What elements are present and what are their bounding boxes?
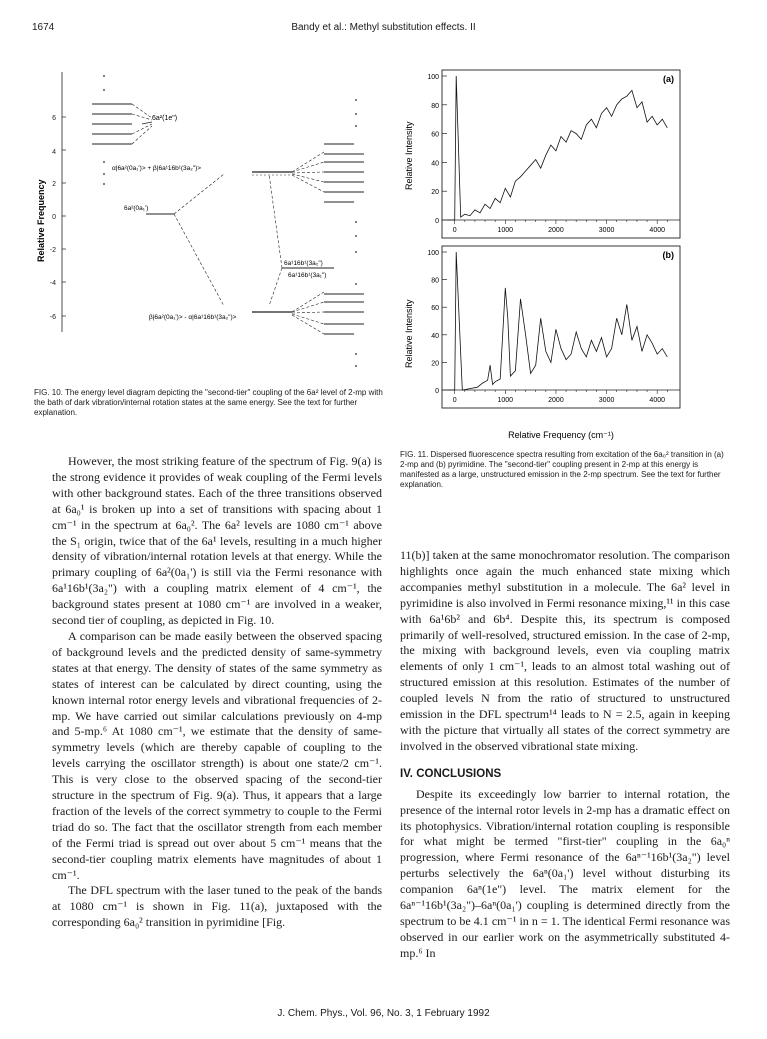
bath-levels-lower — [324, 294, 364, 334]
energy-level-diagram — [34, 62, 384, 382]
y-tick-label: 40 — [431, 332, 439, 340]
figure-10 — [34, 62, 384, 382]
state-label-lower-coupled: β|6a²(0a₁')> - α|6a¹16b¹(3a₂")> — [149, 314, 237, 321]
paragraph-continuation: 11(b)] taken at the same monochromator resolution. The comparison highlights once again the much enhanced state mixing which accompanies methyl substitution in a molecule. The 6a² level in pyrimidine is also involved in Fermi resonance mixing,¹¹ in this case with 6a¹6b² and 6b⁴. Despite this, its spectrum is composed primarily of well-resolved, structured emission. In the case of 2-mp, the mixing with background levels, even via coupling matrix elements of only 1 cm⁻¹, leads to an almost total washing out of structured emission at this resolution. Estimates of the number of coupled levels N from the ratio of structured to unstructured emission in the DFL spectrum¹⁴ leads to N = 2.5, again in keeping with the picture that virtually all states of the correct symmetry are involved in the observed vibrational state mixing. — [400, 548, 730, 753]
state-label-upper-coupled: α|6a²(0a₁')> + β|6a¹16b¹(3a₂")> — [112, 165, 202, 172]
panel-b — [427, 250, 680, 404]
dark-state-dots-left — [103, 75, 105, 185]
left-column — [52, 454, 382, 931]
right-column — [400, 548, 730, 962]
tick-label: -6 — [49, 314, 56, 321]
panel-b-ylabel: Relative Intensity — [404, 299, 414, 368]
tick-label: -2 — [49, 247, 56, 254]
x-tick-label: 1000 — [497, 227, 514, 234]
x-axis-label: Relative Frequency (cm⁻¹) — [508, 430, 614, 440]
panel-a-frame — [442, 70, 680, 238]
figure-11-caption: FIG. 11. Dispersed fluorescence spectra resulting from excitation of the 6a₀² transition in (a) 2-mp and (b) pyrimidine. The "second-tier" coupling present in 2-mp at this energy is manifested as a large, unstructured emission in the 2-mp spectrum. See the text for further explanation. — [400, 450, 724, 489]
tick-label: 2 — [52, 181, 56, 188]
spectrum-trace — [447, 252, 667, 390]
panel-b-frame — [442, 246, 680, 408]
paragraph: A comparison can be made easily between the observed spacing of background levels and the predicted density of same-symmetry states at that energy. The density of states of the same symmetry as states of interest can be calculated by direct counting, using the known internal rotor energy levels and vibrational frequencies of 2-mp. We have carried out similar calculations previously on 4-mp and 5-mp.⁶ At 1080 cm⁻¹, we estimate that the density of same-symmetry levels (which are thereby capable of coupling to the levels carrying the oscillator strength) is about one state/2 cm⁻¹. This is very close to the observed spacing of the second-tier structure in the spectrum of Fig. 9(a). Thus, it appears that a large fraction of the levels of the correct symmetry to couple to the Fermi triad do so. The fact that the oscillator strength from each member of the Fermi triad is spread out over about 5 cm⁻¹ means that the second-tier coupling matrix elements have magnitudes of about 1 cm⁻¹. — [52, 628, 382, 882]
y-tick-label: 80 — [431, 102, 439, 110]
dfl-spectra-chart — [392, 60, 692, 440]
y-tick-label: 20 — [431, 189, 439, 197]
section-heading: IV. CONCLUSIONS — [400, 767, 502, 780]
y-tick-label: 40 — [431, 160, 439, 168]
x-tick-label: 4000 — [649, 227, 666, 234]
x-tick-label: 3000 — [598, 227, 615, 234]
figure-10-caption: FIG. 10. The energy level diagram depicting the "second-tier" coupling of the 6a² level of 2-mp with the bath of dark vibration/internal rotation states at the same energy. See the text for further explanation. — [34, 388, 383, 417]
figure-11 — [392, 60, 692, 440]
paragraph: However, the most striking feature of the spectrum of Fig. 9(a) is the strong evidence it provides of weak coupling of the Fermi levels with other background states. Each of the three transitions observed at 6a₀¹ is broken up into a set of transitions with spacing about 1 cm⁻¹ in the spectrum at 6a₀². The 6a² levels are 1080 cm⁻¹ above the S₁ origin, twice that of the 6a¹ levels, resulting in a much higher density of vibration/internal rotation levels at that energy. While the primary coupling of 6a²(0a₁') is still via the Fermi resonance with 6a¹16b¹(3a₂") with a coupling matrix element of 4 cm⁻¹, the background states present at 1080 cm⁻¹ are involved in a weaker, second tier of coupling, as depicted in Fig. 10. — [52, 454, 382, 628]
page-number: 1674 — [32, 22, 55, 33]
tick-label: 6 — [52, 115, 56, 122]
state-label-6a1-16b1-3a2: 6a¹16b¹(3a₂") — [284, 260, 323, 267]
y-tick-label: 80 — [431, 277, 439, 285]
x-tick-label: 0 — [452, 227, 457, 234]
paragraph: Despite its exceedingly low barrier to internal rotation, the presence of the internal rotor levels in 2-mp has a dramatic effect on its photophysics. Vibration/internal rotation coupling is responsible for what might be termed "first-tier" coupling in the 6a₀ⁿ progression, where Fermi resonance of the 6aⁿ⁻¹16b¹(3a₂") level perturbs selectively the 6aⁿ(0a₁') level without disturbing its companion 6aⁿ(1e") level. The matrix element for the 6aⁿ⁻¹16b¹(3a₂")–6aⁿ(0a₁') coupling is determined directly from the spectrum to be 4.1 cm⁻¹ in n = 1. The identical Fermi resonance was observed in our earlier work on the asymmetrically substituted 4-mp.⁶ In — [400, 786, 730, 960]
y-tick-label: 0 — [435, 218, 439, 225]
y-axis-label: Relative Frequency — [36, 179, 46, 262]
spectrum-trace — [447, 76, 667, 220]
x-tick-label: 4000 — [649, 397, 666, 404]
panel-b-label: (b) — [662, 250, 674, 260]
x-tick-label: 1000 — [497, 397, 514, 404]
y-tick-label: 60 — [431, 131, 439, 139]
running-head: Bandy et al.: Methyl substitution effects. II — [291, 22, 476, 33]
y-tick-label: 100 — [427, 250, 439, 257]
tick-label: 4 — [52, 149, 56, 156]
y-tick-label: 60 — [431, 305, 439, 313]
y-tick-label: 100 — [427, 74, 439, 81]
state-label-6a1-16b1-3a1: 6a¹16b¹(3a₁") — [288, 272, 327, 279]
left-level-cluster — [92, 104, 132, 144]
state-label-6a2-0a1: 6a²(0a₁') — [124, 205, 149, 212]
state-label-6a2-1e: 6a²(1e") — [152, 115, 178, 122]
x-tick-label: 2000 — [548, 227, 564, 234]
dark-state-dots-right — [355, 99, 357, 367]
panel-a-label: (a) — [663, 74, 674, 84]
x-tick-label: 0 — [452, 397, 457, 404]
tick-label: -4 — [49, 280, 56, 287]
panel-a — [427, 74, 680, 234]
journal-footer: J. Chem. Phys., Vol. 96, No. 3, 1 February 1992 — [277, 1008, 490, 1019]
panel-a-ylabel: Relative Intensity — [404, 121, 414, 190]
tick-label: 0 — [52, 214, 56, 221]
bath-levels-upper — [324, 144, 364, 202]
paragraph: The DFL spectrum with the laser tuned to the peak of the bands at 1080 cm⁻¹ is shown in Fig. 11(a), juxtaposed with the corresponding 6a₀² transition in pyrimidine [Fig. — [52, 883, 382, 930]
y-tick-label: 20 — [431, 360, 439, 368]
x-tick-label: 3000 — [598, 397, 615, 404]
x-tick-label: 2000 — [548, 397, 564, 404]
y-tick-label: 0 — [435, 388, 439, 395]
